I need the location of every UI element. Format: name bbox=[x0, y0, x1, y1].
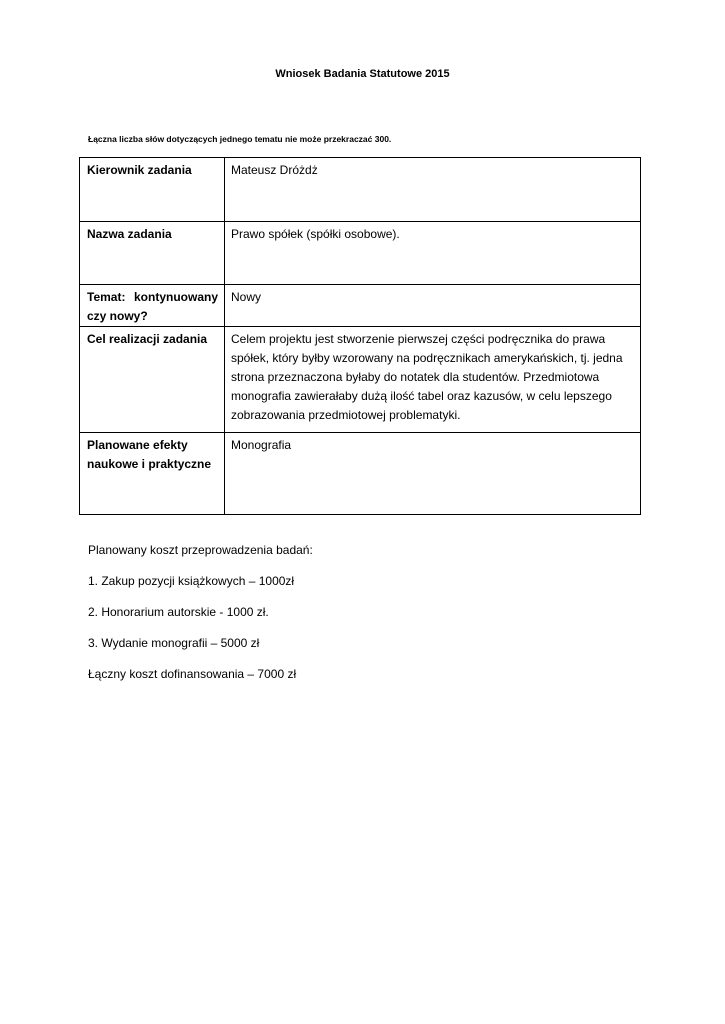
row-label-expected-effects: Planowane efekty naukowe i praktyczne bbox=[80, 433, 225, 515]
table-row bbox=[80, 158, 641, 222]
row-value-expected-effects: Monografia bbox=[225, 433, 641, 515]
row-label-task-leader: Kierownik zadania bbox=[80, 158, 225, 222]
row-value-topic-status: Nowy bbox=[225, 285, 641, 327]
row-label-task-name: Nazwa zadania bbox=[80, 222, 225, 285]
table-row bbox=[80, 285, 641, 327]
row-value-task-leader: Mateusz Dróżdż bbox=[225, 158, 641, 222]
application-form-table bbox=[79, 157, 641, 515]
costs-heading: Planowany koszt przeprowadzenia badań: bbox=[88, 543, 313, 557]
table-row bbox=[80, 222, 641, 285]
table-row bbox=[80, 433, 641, 515]
total-cost: Łączny koszt dofinansowania – 7000 zł bbox=[88, 667, 297, 681]
cost-item: 2. Honorarium autorskie - 1000 zł. bbox=[88, 605, 269, 619]
row-label-topic-status: Temat: kontynuowany czy nowy? bbox=[80, 285, 225, 327]
word-limit-note: Łączna liczba słów dotyczących jednego tematu nie może przekraczać 300. bbox=[88, 134, 392, 144]
row-label-goal: Cel realizacji zadania bbox=[80, 327, 225, 433]
row-value-goal: Celem projektu jest stworzenie pierwszej części podręcznika do prawa spółek, który byłby wzorowany na podręcznikach amerykańskich, tj. jedna strona przeznaczona byłaby do notatek dla studentów. Przedmiotowa monografia zawierałaby dużą ilość tabel oraz kazusów, w celu lepszego zobrazowania przedmiotowej problematyki. bbox=[225, 327, 641, 433]
cost-item: 3. Wydanie monografii – 5000 zł bbox=[88, 636, 260, 650]
row-value-task-name: Prawo spółek (spółki osobowe). bbox=[225, 222, 641, 285]
cost-item: 1. Zakup pozycji książkowych – 1000zł bbox=[88, 574, 295, 588]
document-title: Wniosek Badania Statutowe 2015 bbox=[275, 68, 450, 80]
table-row bbox=[80, 327, 641, 433]
